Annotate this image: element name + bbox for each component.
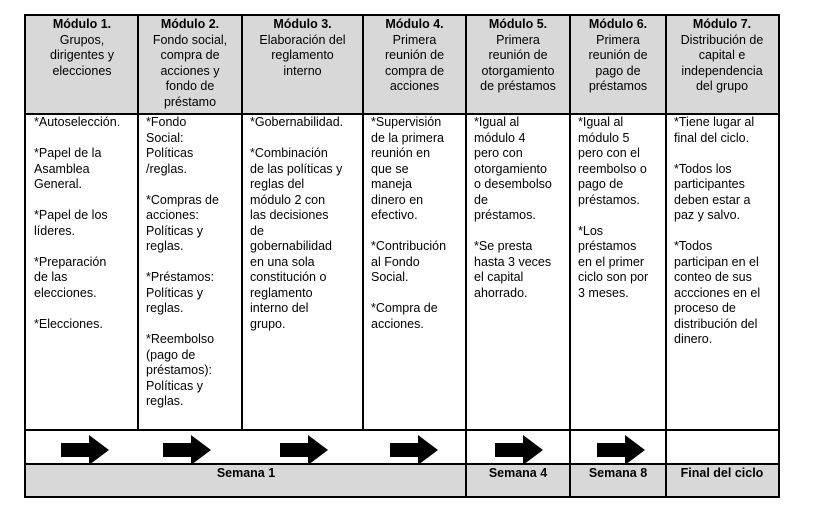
timeline-week-8: Semana 8 [570, 464, 666, 496]
module-2-header [138, 16, 242, 114]
list-item: *Reembolso (pago de préstamos): Políticas y reglas. [146, 332, 215, 408]
list-item: *Papel de los líderes. [34, 208, 108, 238]
column-divider [665, 16, 667, 496]
list-item: *Compra de acciones. [371, 301, 438, 331]
column-divider [137, 16, 139, 430]
list-item: *Todos los participantes deben estar a paz y salvo. [674, 161, 751, 222]
module-5-description: Primera reunión de otorgamiento de préstamos [480, 32, 556, 93]
list-item: *Papel de la Asamblea General. [34, 146, 102, 191]
list-item: *Compras de acciones: Políticas y reglas. [146, 192, 219, 253]
arrow-right-icon [495, 435, 543, 465]
module-4-header [363, 16, 466, 114]
modules-table [24, 14, 780, 498]
arrow-right-icon [390, 435, 438, 465]
module-3-title: Módulo 3. [273, 17, 332, 31]
module-4-description: Primera reunión de compra de acciones [384, 32, 445, 93]
list-item: *Los préstamos en el primer ciclo son por 3 meses. [578, 223, 649, 300]
module-1-title: Módulo 1. [52, 17, 112, 31]
column-divider [465, 16, 467, 496]
module-4-content [363, 114, 466, 430]
column-divider [569, 16, 571, 496]
module-3-header [242, 16, 363, 114]
list-item: *Fondo Social: Políticas /reglas. [146, 115, 194, 176]
list-item: *Igual al módulo 4 pero con otorgamiento o desembolso de préstamos. [474, 115, 552, 222]
column-divider [241, 16, 243, 430]
list-item: *Tiene lugar al final del ciclo. [674, 115, 755, 145]
arrow-right-icon [597, 435, 645, 465]
list-item: *Contribución al Fondo Social. [371, 239, 447, 284]
module-2-title: Módulo 2. [160, 17, 220, 31]
list-item: *Igual al módulo 5 pero con el reembolso o pago de préstamos. [578, 115, 647, 207]
module-1-content [26, 114, 138, 430]
arrow-right-icon [280, 435, 328, 465]
list-item: *Preparación de las elecciones. [34, 254, 107, 300]
list-item: *Gobernabilidad. [250, 115, 344, 129]
arrow-right-icon [163, 435, 211, 465]
list-item: *Autoselección. [34, 115, 121, 129]
list-item: *Elecciones. [34, 316, 103, 331]
module-7-header [666, 16, 778, 114]
module-7-content [666, 114, 778, 430]
list-item: *Combinación de las políticas y reglas del módulo 2 con las decisiones de gobernabilidad en una sola constitución o reglamento interno del grupo. [250, 146, 343, 331]
timeline-end-of-cycle: Final del ciclo [666, 464, 778, 496]
module-6-content [570, 114, 666, 430]
module-5-content [466, 114, 570, 430]
timeline-week-4: Semana 4 [466, 464, 570, 496]
module-2-content [138, 114, 242, 430]
list-item: *Se presta hasta 3 veces el capital ahorrado. [474, 239, 552, 300]
column-divider [362, 16, 364, 430]
timeline-week-1: Semana 1 [26, 464, 466, 496]
module-1-header [26, 16, 138, 114]
module-2-description: Fondo social, compra de acciones y fondo de préstamo [152, 32, 228, 109]
module-3-content [242, 114, 363, 430]
module-5-header [466, 16, 570, 114]
module-4-title: Módulo 4. [385, 17, 444, 31]
list-item: *Préstamos: Políticas y reglas. [146, 270, 215, 315]
module-1-description: Grupos, dirigentes y elecciones [50, 32, 114, 78]
module-7-title: Módulo 7. [692, 17, 752, 31]
list-item: *Todos participan en el conteo de sus accciones en el proceso de distribución del dinero. [674, 239, 761, 346]
arrow-right-icon [61, 435, 109, 465]
module-6-header [570, 16, 666, 114]
module-7-description: Distribución de capital e independencia del grupo [680, 32, 764, 93]
list-item: *Supervisión de la primera reunión en que se maneja dinero en efectivo. [371, 115, 444, 222]
module-6-description: Primera reunión de pago de préstamos [588, 32, 648, 93]
module-3-description: Elaboración del reglamento interno [259, 32, 346, 78]
module-5-title: Módulo 5. [488, 17, 548, 31]
module-6-title: Módulo 6. [588, 17, 648, 31]
